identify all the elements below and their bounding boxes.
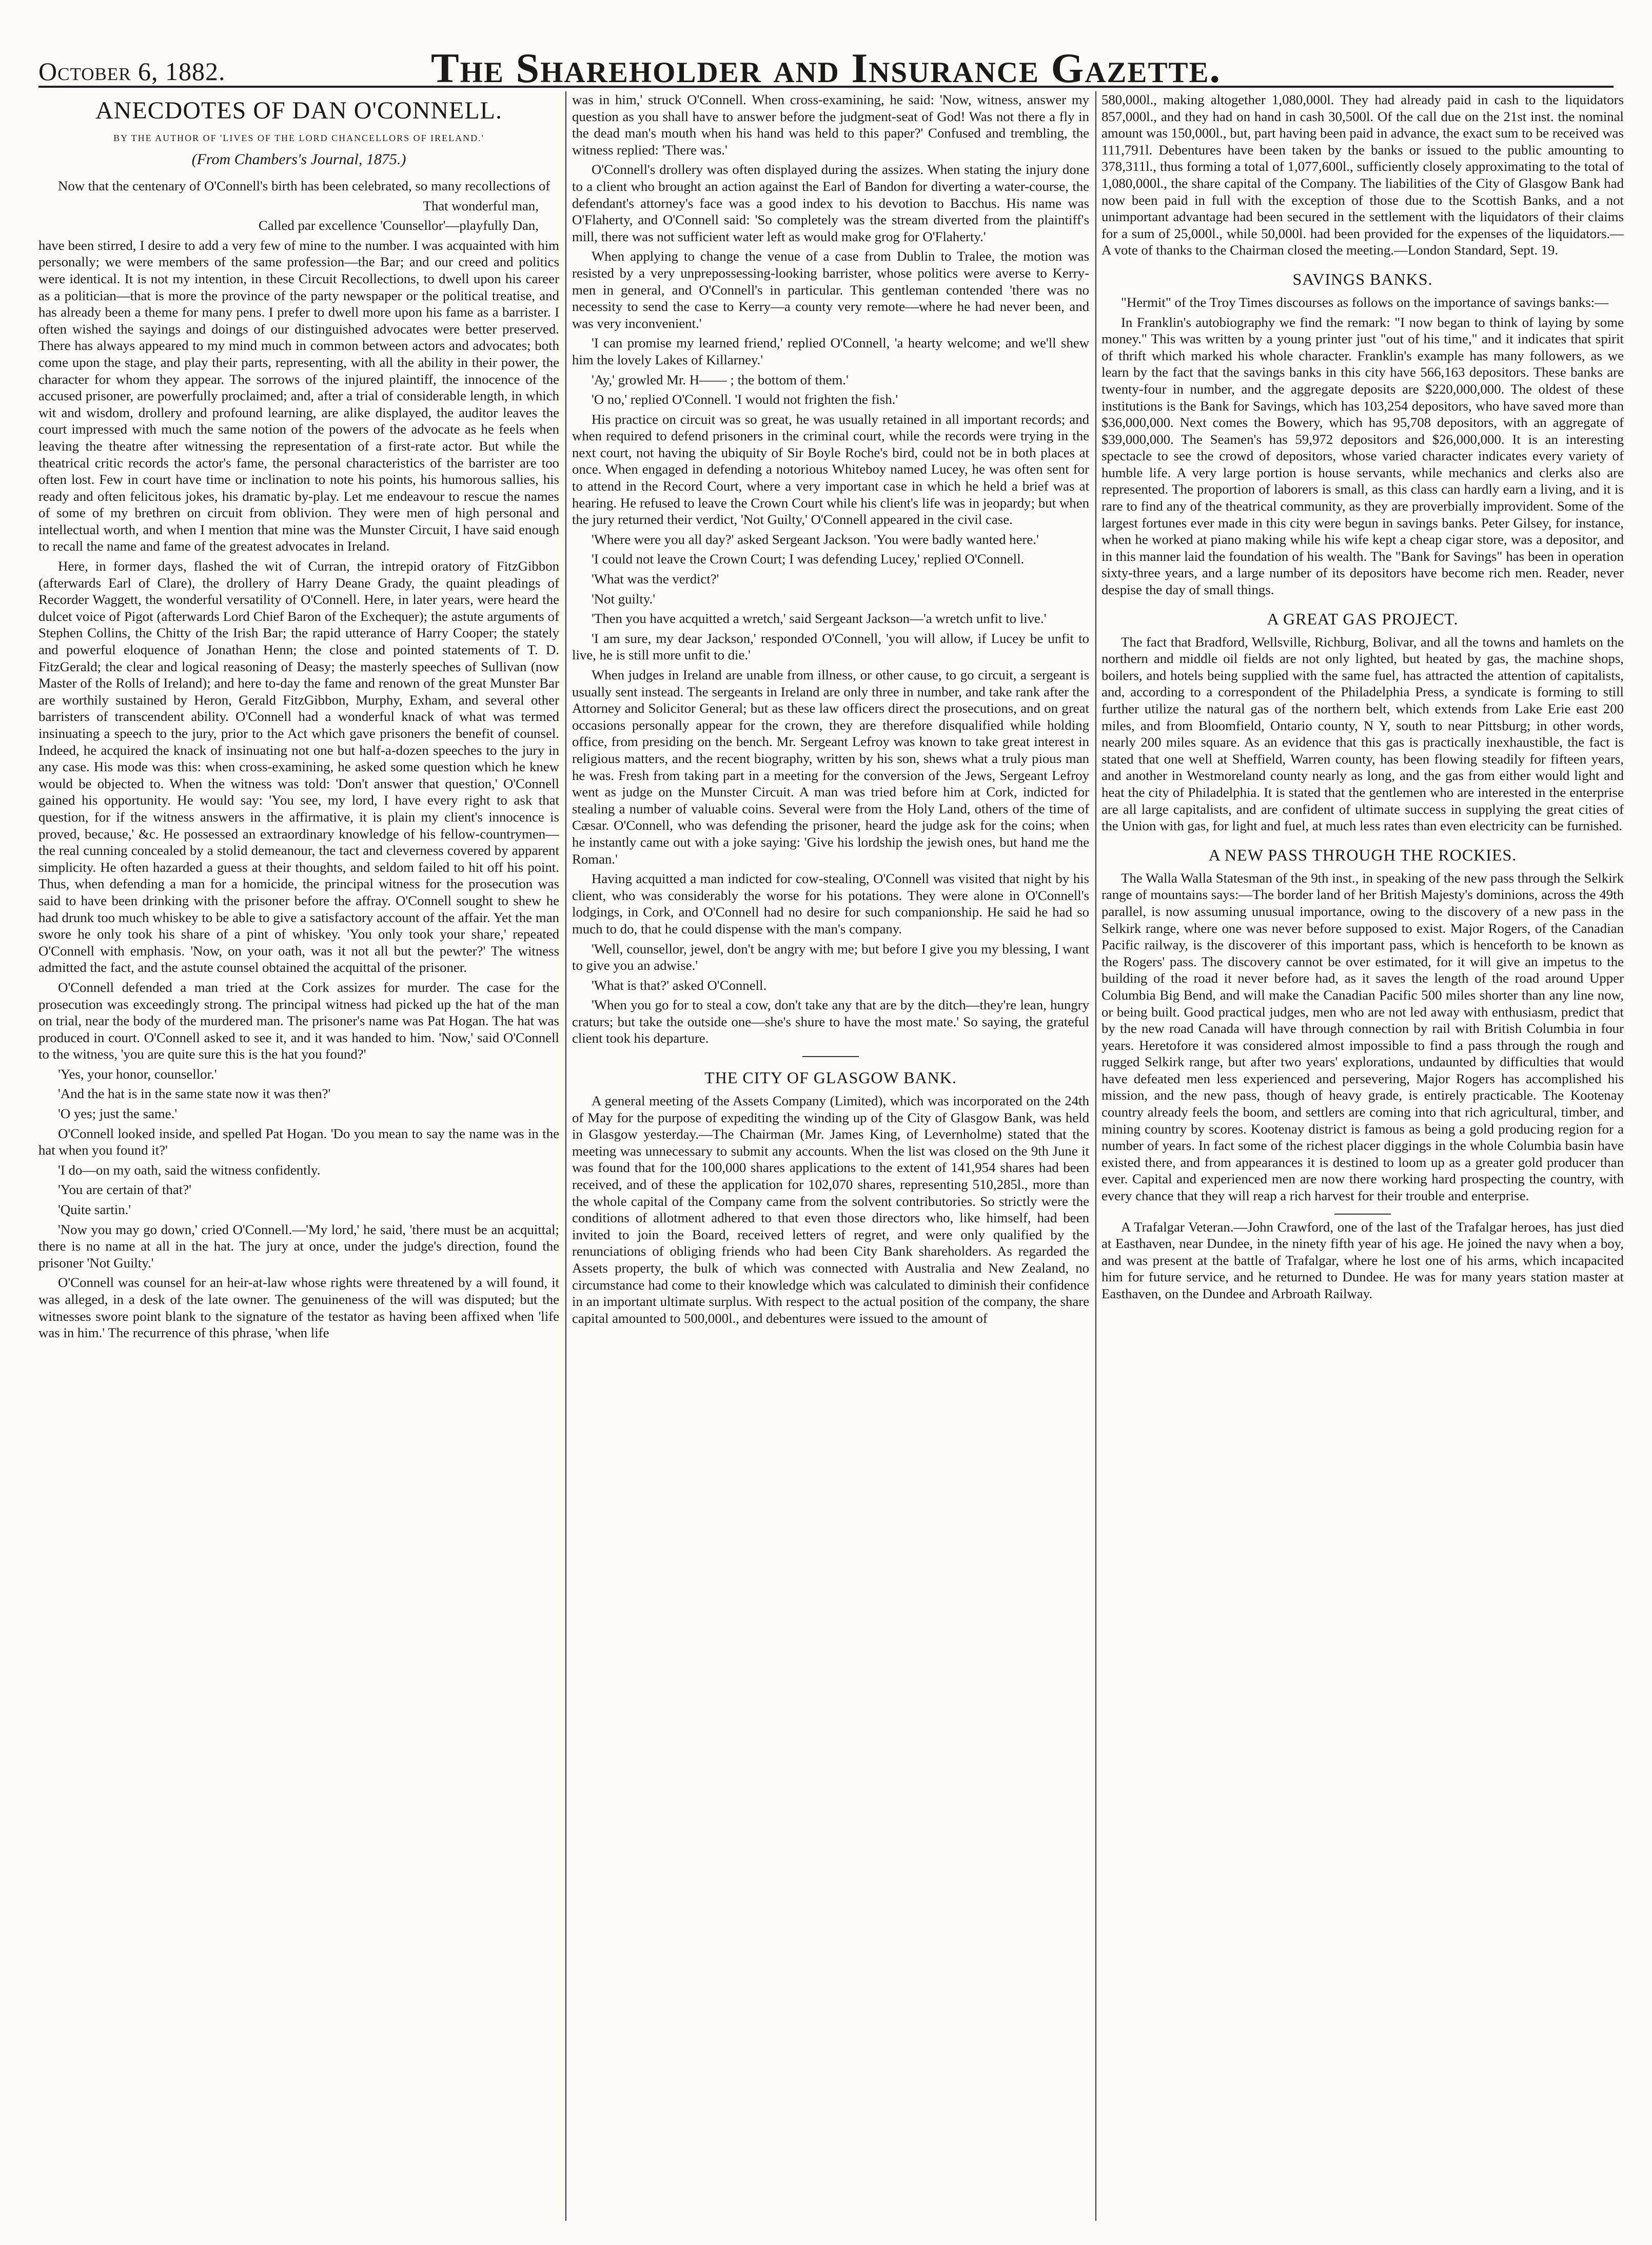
paragraph: 'Quite sartin.' — [58, 1202, 131, 1218]
paragraph: 'O no,' replied O'Connell. 'I would not frighten the fish.' — [592, 392, 898, 407]
paragraph: 'When you go for to steal a cow, don't take any that are by the ditch—they're lean, hungry craturs; but take the outside one—she's shure to have the most mate.' So saying, the grateful client took his departure. — [572, 997, 1089, 1046]
paragraph: O'Connell's drollery was often displayed during the assizes. When stating the injury done to a client who brought an action against the Earl of Bandon for diverting a water-course, the defendant's attorney's face was a good index to his devotion to Bacchus. His name was O'Flaherty, and O'Connell said: 'So completely was the stream diverted from the plaintiff's mill, there was not sufficient water left as would make grog for O'Flaherty.' — [572, 162, 1089, 244]
paragraph: 'Now you may go down,' cried O'Connell.—'My lord,' he said, 'there must be an acquittal; there is no name at all in the hat. The jury at once, under the judge's direction, found the prisoner 'Not Guilty.' — [38, 1221, 559, 1271]
paragraph: Having acquitted a man indicted for cow-stealing, O'Connell was visited that night by his client, who was considerably the worse for his potations. They were alone in O'Connell's lodgings, in Cork, and O'Connell had no desire for such companionship. He said he had so much to do, that he could dispense with the man's company. — [572, 871, 1089, 936]
paragraph: Here, in former days, flashed the wit of Curran, the intrepid oratory of FitzGibbon (afterwards Earl of Clare), the drollery of Harry Deane Grady, the quaint pleadings of Recorder Waggett, the wonderful versatility of O'Connell. Here, in later years, were heard the dulcet voice of Pigot (afterwards Lord Chief Baron of the Exchequer); the astute arguments of Stephen Collins, the Chitty of the Irish Bar; the rapid utterance of Harry Cooper; the stately and powerful eloquence of Jonathan Henn; the close and pointed statements of T. D. FitzGerald; the clear and logical reasoning of Deasy; the masterly speeches of Sullivan (now Master of the Rolls of Ireland); and here to-day the fame and renown of the great Munster Bar are worthily sustained by Heron, Gerald FitzGibbon, Murphy, Exham, and several other barristers of transcendent ability. O'Connell had a wonderful knack of what was termed insinuating a speech to the jury, prior to the Act which gave prisoners the benefit of counsel. Indeed, he acquired the knack of insinuating not one but half-a-dozen speeches to the jury in any case. His mode was this: when cross-examining, he asked some question which he knew would be objected to. When the witness was told: 'Don't answer that question,' O'Connell gained his opportunity. He would say: 'You see, my lord, I have every right to ask that question, for if the witness answers in the affirmative, it is plain my client's innocence is proved, because,' &c. He possessed an extraordinary knowledge of his fellow-countrymen—the real cunning concealed by a stolid demeanour, the tact and cleverness covered by apparent simplicity. He often hazarded a guess at their thoughts, and seldom failed to hit off his point. Thus, when defending a man for a homicide, the principal witness for the prosecution was said to have been drinking with the prisoner before the affray. O'Connell sought to shew he had drunk too much whiskey to be able to give a satisfactory account of the affair. Yet the man swore he only took his share of a pint of whiskey. 'You only took your share,' repeated O'Connell with emphasis. 'Now, on your oath, was it not all but the pewter?' The witness admitted the fact, and the astute counsel obtained the acquittal of the prisoner. — [38, 558, 559, 975]
column-rule — [1095, 91, 1096, 2221]
paragraph: have been stirred, I desire to add a very few of mine to the number. I was acquainted with him personally; we were members of the same profession—the Bar; and our creed and politics were identical. It is not my intention, in these Circuit Recollections, to dwell upon his career as a politician—that is more the province of the party newspaper or the political treatise, and has already been a theme for many pens. I prefer to dwell more upon his fame as a barrister. I often wished the sayings and doings of our distinguished advocates were better preserved. There has always appeared to my mind much in common between actors and advocates; both come upon the stage, and play their parts, representing, with all the ability in their power, the character for whom they appear. The sorrows of the injured plaintiff, the innocence of the accused prisoner, are powerfully proclaimed; and, after a trial of considerable length, in which wit and wisdom, drollery and profound learning, are alike displayed, the auditor leaves the court impressed with much the same notion of the powers of the advocate as he feels when leaving the theatre after witnessing the representation of a first-rate actor. But while the theatrical critic records the actor's fame, the personal characteristics of the barrister are too often lost. Few in court have time or inclination to note his points, his humorous sallies, his ready and often felicitous jokes, his dramatic by-play. Let me endeavour to rescue the names of some of my brethren on circuit from oblivion. They were men of high personal and intellectual worth, and when I mention that mine was the Munster Circuit, I have said enough to recall the name and fame of the greatest advocates in Ireland. — [38, 237, 559, 554]
paragraph: "Hermit" of the Troy Times discourses as follows on the importance of savings banks:— — [1121, 294, 1609, 310]
paragraph: A general meeting of the Assets Company (Limited), which was incorporated on the 24th of May for the purpose of expediting the winding up of the City of Glasgow Bank, was held in Glasgow yesterday.—The Chairman (Mr. James King, of Levernholme) stated that the meeting was unnecessary to submit any accounts. When the list was closed on the 9th June it was found that for the 100,000 shares applications to the extent of 141,954 shares had been received, and of these the application for 102,070 shares, representing 510,285l., more than the whole capital of the Company came from the solvent contributories. So strictly were the conditions of allotment adhered to that even those directors who, like himself, had been invited to join the Board, received letters of regret, and were only qualified by the renunciations of obliging friends who had been City Bank shareholders. As regarded the Assets property, the bulk of which was connected with Australia and New Zealand, no circumstance had come to their knowledge which was calculated to diminish their confidence in an important ultimate surplus. With respect to the actual position of the company, the share capital amounted to 500,000l., and debentures were issued to the amount of — [572, 1093, 1089, 1326]
paragraph: 'What is that?' asked O'Connell. — [592, 977, 767, 993]
paragraph: 'What was the verdict?' — [592, 571, 719, 587]
paragraph: 'I can promise my learned friend,' replied O'Connell, 'a hearty welcome; and we'll shew him the lovely Lakes of Killarney.' — [572, 335, 1089, 367]
paragraph: The fact that Bradford, Wellsville, Richburg, Bolivar, and all the towns and hamlets on the northern and middle oil fields are not only lighted, but heated by gas, the machine shops, boilers, and hotels being supplied with the same fuel, has attracted the attention of capitalists, and, according to a correspondent of the Philadelphia Press, a syndicate is forming to still further utilize the natural gas of the northern belt, which extends from Lake Erie east 200 miles, and from Bloomfield, Ontario county, N Y, south to near Pittsburg; in other words, nearly 200 miles square. As an evidence that this gas is practically inexhaustible, the fact is stated that one well at Sheffield, Warren county, has been flowing steadily for fifteen years, and another in Westmoreland county nearly as long, and the gas from either would light and heat the city of Philadelphia. It is stated that the gentlemen who are interested in the enterprise are all large capitalists, and are confident of ultimate success in supplying the great cities of the Union with gas, for light and fuel, at much less rates than even electricity can be furnished. — [1102, 634, 1624, 834]
paragraph: O'Connell defended a man tried at the Cork assizes for murder. The case for the prosecution was exceedingly strong. The principal witness had picked up the hat of the man on trial, near the body of the murdered man. The prisoner's name was Pat Hogan. The hat was produced in court. O'Connell asked to see it, and it was handed to him. 'Now,' said O'Connell to the witness, 'you are quite sure this is the hat you found?' — [38, 979, 559, 1062]
paragraph: 'Ay,' growled Mr. H—— ; the bottom of them.' — [592, 372, 849, 387]
paragraph: 'Then you have acquitted a wretch,' said Sergeant Jackson—'a wretch unfit to live.' — [592, 611, 1047, 627]
paragraph: 'Yes, your honor, counsellor.' — [58, 1066, 217, 1082]
column-1 — [38, 91, 559, 2221]
paragraph: 'Well, counsellor, jewel, don't be angry with me; but before I give you my blessing, I want to give you an adwise.' — [572, 941, 1089, 973]
paragraph: 'I could not leave the Crown Court; I was defending Lucey,' replied O'Connell. — [592, 551, 1025, 567]
paragraph: 'Not guilty.' — [592, 591, 656, 607]
section-divider — [802, 1056, 859, 1057]
article-title: A NEW PASS THROUGH THE ROCKIES. — [1208, 845, 1517, 864]
verse-line: That wonderful man, — [423, 198, 539, 213]
column-rule — [565, 91, 566, 2221]
paragraph: 'I am sure, my dear Jackson,' responded O'Connell, 'you will allow, if Lucey be unfit to live, he is still more unfit to die.' — [572, 630, 1089, 663]
paragraph: In Franklin's autobiography we find the remark: "I now began to think of laying by some money." This was written by a young printer just "out of his time," and it indicates that spirit of thrift which marked his whole character. Franklin's example has many followers, as we learn by the fact that the savings banks in this city have 566,163 depositors. These banks are twenty-four in number, and the aggregate deposits are $220,000,000. The oldest of these institutions is the Bank for Savings, which has 103,254 depositors, who have saved more than $36,000,000. Next comes the Bowery, which has 95,708 depositors, with an aggregate of $39,000,000. The Seamen's has 59,972 depositors and $26,000,000. It is an interesting spectacle to see the crowd of depositors, whose varied character indicates every variety of humble life. A very large portion is house servants, while mechanics and clerks also are represented. The proportion of laborers is small, as this class can hardly earn a living, and it is rare to find any of the theatrical community, as they are proverbially improvident. Some of the largest fortunes ever made in this city were begun in savings banks. Peter Gilsey, for instance, when he worked at piano making while his wife kept a cheap cigar store, was a depositor, and in this manner laid the foundation of his wealth. The "Bank for Savings" has been in operation sixty-three years, and a large number of its depositors have become rich men. Reader, never despise the day of small things. — [1102, 314, 1624, 598]
paragraph: 'Where were you all day?' asked Sergeant Jackson. 'You were badly wanted here.' — [592, 531, 1039, 547]
paragraph: When judges in Ireland are unable from illness, or other cause, to go circuit, a sergeant is usually sent instead. The sergeants in Ireland are only three in number, and take rank after the Attorney and Solicitor General; but as these law officers direct the prosecutions, and on great occasions personally appear for the crown, they are therefore disqualified while holding office, from presiding on the bench. Mr. Sergeant Lefroy was known to take great interest in religious matters, and the recent biography, written by his son, shews what a truly pious man he was. Fresh from taking part in a meeting for the conversion of the Jews, Sergeant Lefroy went as judge on the Munster Circuit. A man was tried before him at Cork, indicted for stealing a number of valuable coins. Several were from the Holy Land, others of the time of Cæsar. O'Connell, who was defending the prisoner, heard the judge ask for the coins; when he instantly came out with a joke saying: 'Give his lordship the jewish ones, but hand me the Roman.' — [572, 667, 1089, 867]
column-2 — [572, 91, 1089, 2221]
article-source: (From Chambers's Journal, 1875.) — [191, 151, 406, 168]
paragraph: 'I do—on my oath, said the witness confidently. — [58, 1162, 321, 1178]
article-title: ANECDOTES OF DAN O'CONNELL. — [95, 97, 502, 124]
paragraph: 'You are certain of that?' — [58, 1182, 191, 1198]
paragraph: 'O yes; just the same.' — [58, 1106, 178, 1122]
article-title: THE CITY OF GLASGOW BANK. — [704, 1068, 957, 1087]
paragraph: When applying to change the venue of a case from Dublin to Tralee, the motion was resisted by a very unprepossessing-looking barrister, whose politics were averse to Kerry-men in general, and O'Connell's in particular. This gentleman contended 'there was no necessity to send the case to Kerry—a county very remote—where he had never been, and was very inconvenient.' — [572, 248, 1089, 331]
columns — [38, 91, 1624, 2221]
article-title: SAVINGS BANKS. — [1292, 269, 1433, 288]
paragraph: O'Connell was counsel for an heir-at-law whose rights were threatened by a will found, it was alleged, in a desk of the late owner. The genuineness of the will was disputed; but the witnesses swore point blank to the signature of the testator as having been affixed when 'life was in him.' The recurrence of this phrase, 'when life — [38, 1275, 559, 1341]
paragraph: His practice on circuit was so great, he was usually retained in all important records; and when required to defend prisoners in the criminal court, while the records were trying in the next court, not having the ubiquity of Sir Boyle Roche's bird, could not be in both places at once. When engaged in defending a notorious Whiteboy named Lucey, he was often sent for to attend in the Record Court, where a very important case in which he held a brief was at hearing. He refused to leave the Crown Court while his client's life was in jeopardy; but when the jury returned their verdict, 'Not Guilty,' O'Connell appeared in the civil case. — [572, 411, 1089, 528]
column-3 — [1102, 91, 1624, 2221]
paragraph: Now that the centenary of O'Connell's birth has been celebrated, so many recollections of — [58, 178, 550, 193]
publication-title: The Shareholder and Insurance Gazette. — [430, 45, 1221, 91]
paragraph: 'And the hat is in the same state now it was then?' — [58, 1086, 331, 1102]
issue-date: October 6, 1882. — [38, 57, 226, 86]
verse-line: Called par excellence 'Counsellor'—playfully Dan, — [258, 218, 539, 233]
section-divider — [1334, 1214, 1391, 1215]
paragraph: 580,000l., making altogether 1,080,000l. They had already paid in cash to the liquidators 857,000l., and they had on hand in cash 30,500l. Of the call due on the 21st inst. the nominal amount was 150,000l., but, part having been paid in advance, the exact sum to be received was 111,791l. Debentures have been taken by the banks or issued to the public amounting to 378,311l., thus forming a total of 1,077,600l., sufficiently closely approximating to the total of 1,080,000l., the share capital of the Company. The liabilities of the City of Glasgow Bank had now been paid in full with the exception of those due to the Scottish Banks, and a not unimportant advantage had been secured in the settlement with the liquidators of their claims for a sum of 25,000l., while 50,000l. had been provided for the expenses of the liquidators.—A vote of thanks to the Chairman closed the meeting.—London Standard, Sept. 19. — [1102, 92, 1624, 258]
paragraph: A Trafalgar Veteran.—John Crawford, one of the last of the Trafalgar heroes, has just died at Easthaven, near Dundee, in the ninety fifth year of his age. He joined the navy when a boy, and was present at the battle of Trafalgar, where he lost one of his arms, which incapacited him for future service, and he returned to Dundee. He was for many years station master at Easthaven, on the Dundee and Arbroath Railway. — [1102, 1219, 1624, 1301]
masthead — [38, 32, 1614, 91]
paragraph: O'Connell looked inside, and spelled Pat Hogan. 'Do you mean to say the name was in the hat when you found it?' — [38, 1125, 559, 1158]
paragraph: The Walla Walla Statesman of the 9th inst., in speaking of the new pass through the Selkirk range of mountains says:—The border land of her British Majesty's dominions, across the 49th parallel, is now assuming unusual importance, owing to the discovery of a new pass in the Selkirk range, where one was never before supposed to exist. Major Rogers, of the Canadian Pacific railway, is the discoverer of this important pass, which is henceforth to be known as the Rogers' pass. The discovery cannot be over estimated, for it will give an impetus to the building of the road it never before had, as it saves the length of the road around Upper Columbia Big Bend, and will make the Canadian Pacific 500 miles shorter than any line now, or being built. Good practical judges, men who are not led away with enthusiasm, predict that by the new road Canada will have through connection by rail with British Columbia in four years. Heretofore it was considered almost impossible to find a pass through the rough and rugged Selkirk range, but after two years' explorations, undaunted by difficulties that would have defeated men less experienced and persevering, Major Rogers has accomplished his mission, and the new pass, though of heavy grade, is entirely practicable. The Kootenay country already feels the boom, and settlers are coming into that rich agricultural, timber, and mining country by scores. Kootenay district is famous as being a gold producing region for a number of years. In fact some of the richest placer diggings in the whole Columbia basin have existed there, and from appearances it is destined to loom up as a greater gold producer than ever. Capital and experienced men are now there working hard prospecting the country, with every chance that they will reap a rich harvest for their trouble and enterprise. — [1102, 870, 1624, 1204]
paragraph: was in him,' struck O'Connell. When cross-examining, he said: 'Now, witness, answer my question as you shall have to answer before the judgment-seat of God! Was not there a fly in the dead man's mouth when his hand was held to this paper?' Confused and trembling, the witness replied: 'There was.' — [572, 92, 1089, 158]
article-title: A GREAT GAS PROJECT. — [1267, 609, 1459, 628]
article-byline: BY THE AUTHOR OF 'LIVES OF THE LORD CHANCELLORS OF IRELAND.' — [113, 133, 484, 143]
